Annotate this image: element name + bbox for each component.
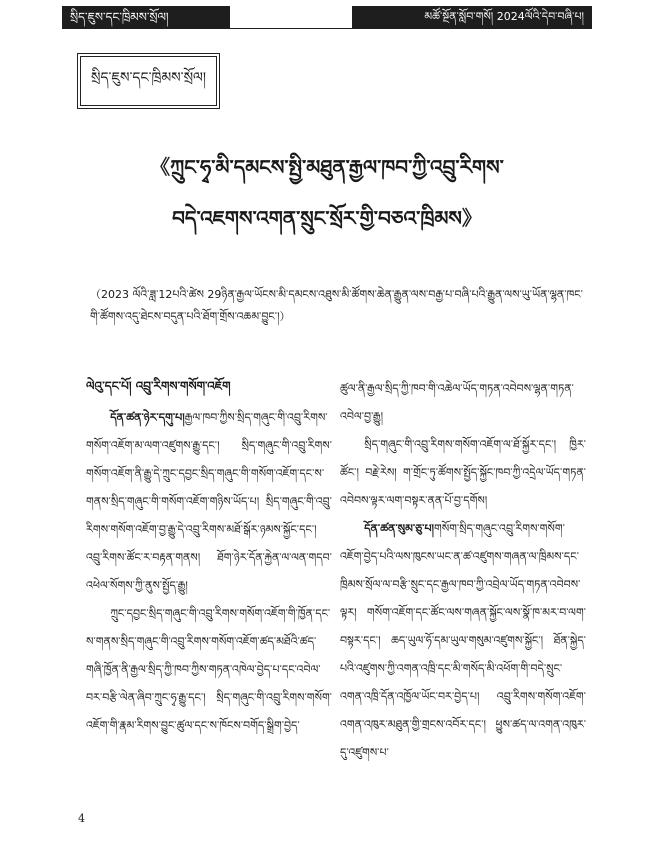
adoption-note: （2023 ལོའི་ཟླ་12པའི་ཚེས 29ཉིན་རྒྱལ་ཡོངས་མི་དམངས་འཐུས་མི་ཚོགས་ཆེན་རྒྱུན་ལས་བརྒྱ་པ་བཞི་པའི་རྒྱུན་ལས་ཡུ་ཡོན་ལྷན་ཁང་གི་ཚོགས་འདུ་ཐེངས་བདུན་པའི་ཐོག་གྲོས་འཆམ་བྱུང་།）	[90, 288, 583, 323]
paragraph	[340, 375, 586, 431]
left-column	[86, 372, 332, 740]
chapter-subhead: ལེའུ་དང་པོ། འབྲུ་རིགས་གསོག་འཇོག	[86, 379, 231, 393]
paragraph	[340, 515, 586, 767]
header-rule	[62, 28, 592, 29]
section-label-box: སྲིད་ཇུས་དང་ཁྲིམས་སྲོལ།	[80, 56, 217, 106]
header-section-tab: སྲིད་ཇུས་དང་ཁྲིམས་སྲོལ།	[62, 6, 230, 28]
paragraph-text: ཚུལ་ནི་རྒྱལ་སྲིད་ཀྱི་ཁབ་གི་འཆེལ་ཡོད་གཏན་འབེབས་ལྷན་གཏན་འབེལ་བྱ་རྒྱུ།	[340, 382, 574, 423]
paragraph-text: རྒྱལ་ཁབ་ཀྱིས་སྲིད་གཞུང་གི་འབྲུ་རིགས་གསོག་འཇོག་མ་ལག་འཛུགས་རྒྱུ་དང་། སྲིད་གཞུང་གི་འབྲུ་རིགས་གསོག་འཇོག་ནི་རྒྱུ་དེ་ཀྲུང་དབྱང་སྲིད་གཞུང་གི་གསོག་འཇོག་དང་ས་གནས་སྲིད་གཞུང་གི་གསོག་འཇོག་གཉིས་ཡོད་པ། སྲིད་གཞུང་གི་འབྲུ་རིགས་གསོག་འཇོག་བྱ་རྒྱུ་དེ་འབྲུ་རིགས་མཐོ་སྒོར་ཉམས་སྐྱོང་དང་། འབྲུ་རིགས་ཚོང་ར་བརྟན་གནས། ཐོག་ཉེར་དོན་རྐྱེན་ལ་ལན་གདབ་འཕེལ་སོགས་ཀྱི་ནུས་སྤྱོད་རྒྱུ།	[86, 411, 332, 592]
right-column	[340, 375, 586, 767]
article-title-line-2: བདེ་འཇགས་འགན་སྲུང་སྲོར་གྱི་བཅའ་ཁྲིམས》	[172, 206, 482, 230]
article-number: དོན་ཚན་ཉེར་དགུ་པ།	[110, 411, 185, 424]
article-title-line-1: 《ཀྲུང་ཧྭ་མི་དམངས་སྤྱི་མཐུན་རྒྱལ་ཁབ་ཀྱི་འབྲུ་རིགས་	[150, 155, 504, 179]
article-number: དོན་ཚན་སུམ་ཅུ་པ།	[364, 522, 434, 535]
paragraph-text: གསོག་སྲིད་གཞུང་འབྲུ་རིགས་གསོག་འཇོག་བྱེད་པའི་ལས་ཁུངས་ཡང་ན་ཚ་འཛུགས་གཞན་ལ་ཁྲིམས་དང་ཁྲིམས་སྲོལ་ལ་བརྩི་སྲུང་དང་རྒྱལ་ཁབ་ཀྱི་འབྲེལ་ཡོད་གཏན་འབེབས་ལྟར། གསོག་འཇོག་དང་ཚོང་ལས་གཞན་སྐྱོང་ལས་སྣོ་ཁ་མར་བ་ལག་བསྟར་དང་། ཆད་ཡུལ་ཧོ་དམ་ཡུལ་གསུམ་འཛུགས་སྐྱོང་། ཐོན་སྐྱེད་པའི་འཛུགས་ཀྱི་འགན་འཁྲི་དང་མི་གསོད་མི་འཕོག་གི་བདེ་སྲུང་འགན་འཁྲི་དོན་འཁྱོལ་ཡོང་བར་བྱེད་པ། འབྲུ་རིགས་གསོག་འཇོག་འགན་འཁུར་མཐུན་གྱི་གྲངས་འབོར་དང་། ཕྱུས་ཚད་ལ་འགན་འཁུར་དུ་འཛུགས་པ་	[340, 522, 586, 759]
paragraph-text: སྲིད་གཞུང་གི་འབྲུ་རིགས་གསོག་འཇོག་ལ་ཐོ་སྐྱོར་དང་། ཁྱིར་ཚོང་། བརྗེ་རེས། ག་གྲོང་ཏུ་ཚོགས་སྤྱོད་སྐྱོང་ཁབ་ཀྱི་འདྲེལ་ཡོད་གཏན་འབེབས་ལྟར་ལག་བསྟར་ནན་པོ་བྱ་དགོས།	[340, 438, 586, 507]
paragraph	[86, 404, 332, 600]
page-number: 4	[78, 812, 85, 825]
paragraph-text: ཀྲུང་དབྱང་སྲིད་གཞུང་གི་འབྲུ་རིགས་གསོག་འཇོག་གི་ཁྱོན་དང་ས་གནས་སྲིད་གཞུང་གི་འབྲུ་རིགས་གསོག་འཇོག་ཚད་མཐོའི་ཚད་གཞི་ཁྱོན་ནི་རྒྱལ་སྲིད་ཀྱི་ཁབ་ཀྱིས་གཏན་འཁེལ་བྱེད་པ་དང་འབེལ་བར་བརྩི་ལེན་ཞིབ་ཀྲུང་ཧྭ་རྒྱུ་དང་། སྲིད་གཞུང་གི་འབྲུ་རིགས་གསོག་འཇོག་གི་རྣམ་རིགས་བྱུང་ཚུལ་དང་ས་ཁོངས་བགོད་སྒྲིག་བྱེད་	[86, 607, 332, 732]
paragraph	[340, 431, 586, 515]
header-journal-issue: མཚོ་སྔོན་སློབ་གསོ། 2024ལོའི་དེབ་བཞི་པ།	[352, 6, 592, 28]
paragraph	[86, 600, 332, 740]
